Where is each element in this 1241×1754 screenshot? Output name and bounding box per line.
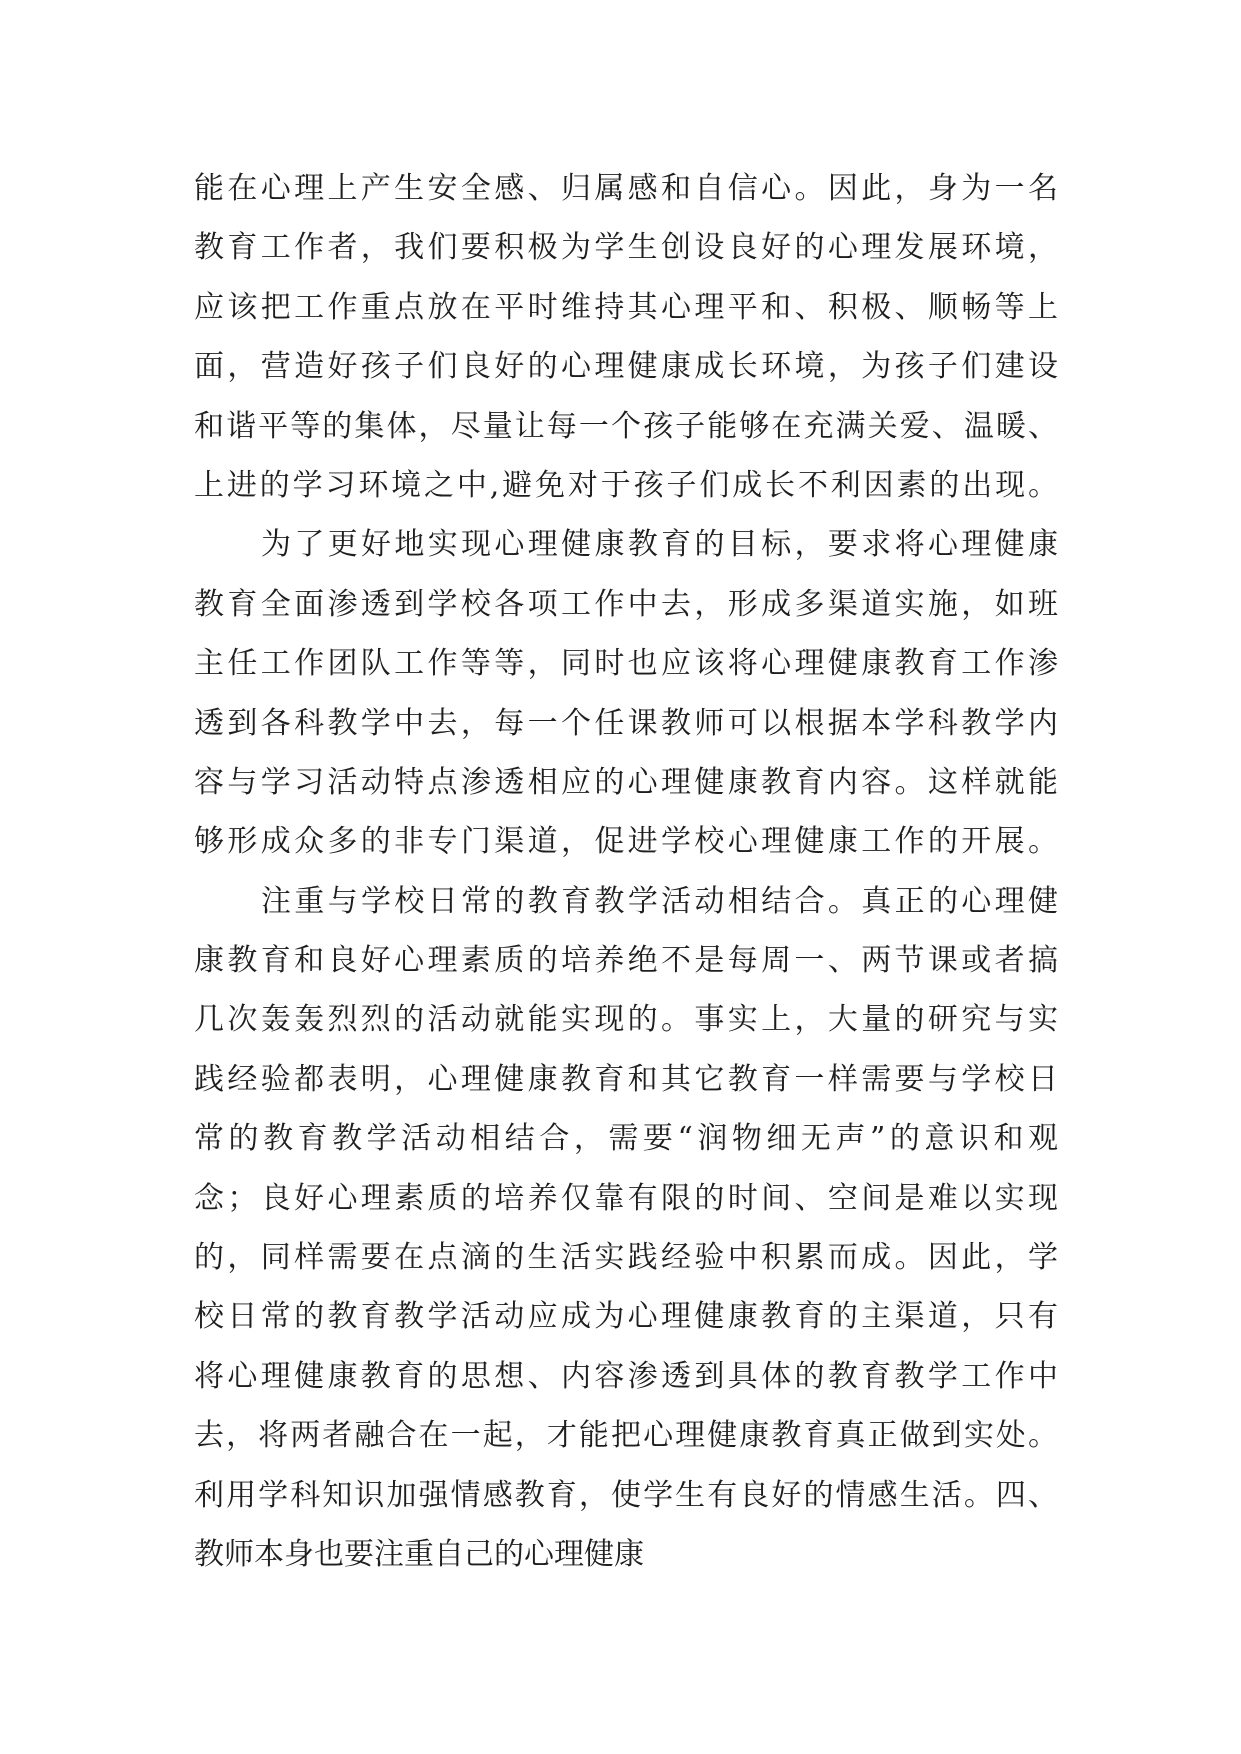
text-line: 教育工作者，我们要积极为学生创设良好的心理发展环境， <box>194 230 1058 266</box>
text-line: 去，将两者融合在一起，才能把心理健康教育真正做到实处。 <box>194 1418 1058 1454</box>
text-line: 践经验都表明，心理健康教育和其它教育一样需要与学校日 <box>194 1061 1058 1097</box>
text-line: 校日常的教育教学活动应成为心理健康教育的主渠道，只有 <box>194 1299 1058 1335</box>
text-line: 够形成众多的非专门渠道，促进学校心理健康工作的开展。 <box>194 824 1058 860</box>
text-line: 为了更好地实现心理健康教育的目标，要求将心理健康 <box>261 527 1058 563</box>
text-line: 教师本身也要注重自己的心理健康 <box>194 1536 644 1572</box>
text-line: 念；良好心理素质的培养仅靠有限的时间、空间是难以实现 <box>194 1180 1058 1216</box>
text-line: 几次轰轰烈烈的活动就能实现的。事实上，大量的研究与实 <box>194 1002 1058 1038</box>
paragraph <box>194 515 1058 871</box>
text-line: 和谐平等的集体，尽量让每一个孩子能够在充满关爱、温暖、 <box>194 408 1058 444</box>
text-line: 康教育和良好心理素质的培养绝不是每周一、两节课或者搞 <box>194 943 1058 979</box>
text-line: 将心理健康教育的思想、内容渗透到具体的教育教学工作中 <box>194 1358 1058 1394</box>
paragraph <box>194 159 1058 515</box>
text-line: 容与学习活动特点渗透相应的心理健康教育内容。这样就能 <box>194 764 1058 800</box>
text-line: 能在心理上产生安全感、归属感和自信心。因此，身为一名 <box>194 171 1058 206</box>
text-line: 教育全面渗透到学校各项工作中去，形成多渠道实施，如班 <box>194 586 1058 622</box>
paragraph <box>194 872 1058 1585</box>
text-line: 应该把工作重点放在平时维持其心理平和、积极、顺畅等上 <box>194 289 1058 325</box>
text-line: 面，营造好孩子们良好的心理健康成长环境，为孩子们建设 <box>194 349 1058 385</box>
text-line: 主任工作团队工作等等，同时也应该将心理健康教育工作渗 <box>194 646 1058 682</box>
text-line: 注重与学校日常的教育教学活动相结合。真正的心理健 <box>261 883 1058 919</box>
text-line: 上进的学习环境之中,避免对于孩子们成长不利因素的出现。 <box>194 467 1058 503</box>
text-line: 透到各科教学中去，每一个任课教师可以根据本学科教学内 <box>194 705 1058 741</box>
body-text <box>194 159 1058 1584</box>
text-line: 利用学科知识加强情感教育，使学生有良好的情感生活。四、 <box>194 1477 1058 1513</box>
text-line: 常的教育教学活动相结合，需要“润物细无声”的意识和观 <box>194 1121 1058 1157</box>
text-line: 的，同样需要在点滴的生活实践经验中积累而成。因此，学 <box>194 1240 1058 1276</box>
